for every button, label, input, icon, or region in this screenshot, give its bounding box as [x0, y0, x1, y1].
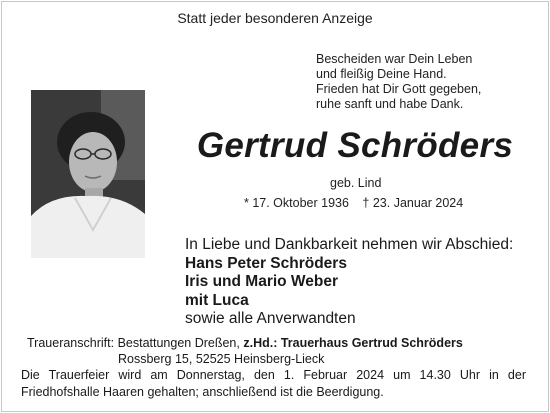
portrait-photo [31, 90, 145, 258]
life-dates [244, 196, 473, 210]
mourner-name: mit Luca [185, 291, 249, 309]
poem-line: Bescheiden war Dein Leben [316, 52, 473, 66]
maiden-name: geb. Lind [330, 176, 382, 190]
portrait-illustration [31, 90, 145, 258]
mourner-name: Hans Peter Schröders [185, 254, 347, 272]
poem-line: ruhe sanft und habe Dank. [316, 97, 464, 111]
farewell-block [185, 236, 513, 329]
farewell-intro: In Liebe und Dankbarkeit nehmen wir Abschied: [185, 236, 514, 253]
death-date: † 23. Januar 2024 [362, 196, 464, 210]
mourning-address [27, 335, 463, 367]
mourner-name: Iris und Mario Weber [185, 273, 339, 290]
address-label: Traueranschrift: [27, 336, 115, 350]
birth-date: * 17. Oktober 1936 [244, 196, 349, 210]
address-attention: z.Hd.: Trauerhaus Gertrud Schröders [243, 336, 463, 350]
funeral-service-info: Die Trauerfeier wird am Donnerstag, den 1. Februar 2024 um 14.30 Uhr in der Friedhofshalle Haaren gehalten; anschließend ist die Beerdigung. [21, 368, 526, 399]
address-row [27, 335, 463, 351]
poem-line: Frieden hat Dir Gott gegeben, [316, 82, 482, 96]
poem [316, 52, 481, 112]
funeral-company: Bestattungen Dreßen, [117, 336, 240, 350]
notice-header: Statt jeder besonderen Anzeige [177, 10, 373, 26]
address-street: Rossberg 15, 52525 Heinsberg-Lieck [118, 352, 325, 366]
poem-line: und fleißig Deine Hand. [316, 67, 447, 81]
deceased-name: Gertrud Schröders [196, 126, 514, 165]
farewell-outro: sowie alle Anverwandten [185, 310, 356, 327]
